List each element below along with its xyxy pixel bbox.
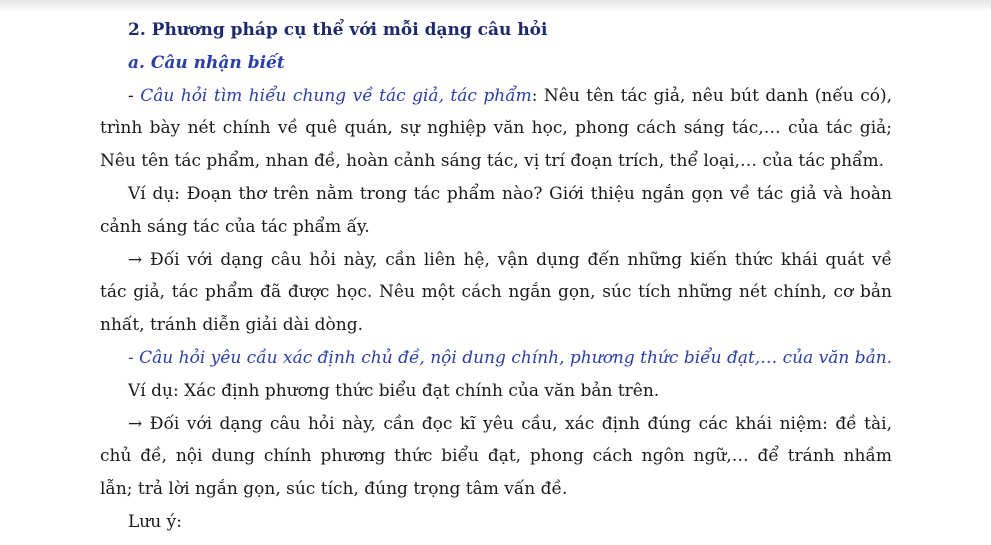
viewer-top-shadow [0,0,991,12]
paragraph-line: Nêu tên tác phẩm, nhan đề, hoàn cảnh sáng tác, vị trí đoạn trích, thể loại,… của tác phẩm. [100,151,885,172]
question-type-line: - Câu hỏi yêu cầu xác định chủ đề, nội dung chính, phương thức biểu đạt,… của văn bản. [128,347,893,368]
guidance-line: chủ đề, nội dung chính phương thức biểu đạt, phong cách ngôn ngữ,… để tránh nhầm [100,446,892,467]
section-heading: 2. Phương pháp cụ thể với mỗi dạng câu hỏi [128,20,548,40]
subsection-heading: a. Câu nhận biết [128,52,285,73]
guidance-line: lẫn; trả lời ngắn gọn, súc tích, đúng trọng tâm vấn đề. [100,479,568,500]
example-line: Ví dụ: Xác định phương thức biểu đạt chính của văn bản trên. [128,380,660,401]
example-line: Ví dụ: Đoạn thơ trên nằm trong tác phẩm nào? Giới thiệu ngắn gọn về tác giả và hoàn [128,183,892,204]
paragraph-line: trình bày nét chính về quê quán, sự nghiệp văn học, phong cách sáng tác,… của tác giả; [100,118,892,139]
paragraph-text: : Nêu tên tác giả, nêu bút danh (nếu có), [531,85,892,106]
document-page [100,14,892,539]
example-line: cảnh sáng tác của tác phẩm ấy. [100,216,370,237]
guidance-line: nhất, tránh diễn giải dài dòng. [100,315,363,336]
note-label: Lưu ý: [128,511,182,532]
paragraph-line [100,80,892,113]
guidance-line: tác giả, tác phẩm đã được học. Nêu một cách ngắn gọn, súc tích những nét chính, cơ bản [100,282,892,303]
dash: - [128,85,141,106]
question-type-label: Câu hỏi tìm hiểu chung về tác giả, tác phẩm [140,85,532,106]
guidance-line: → Đối với dạng câu hỏi này, cần liên hệ, vận dụng đến những kiến thức khái quát về [128,249,892,270]
guidance-line: → Đối với dạng câu hỏi này, cần đọc kĩ yêu cầu, xác định đúng các khái niệm: đề tài, [128,413,892,434]
